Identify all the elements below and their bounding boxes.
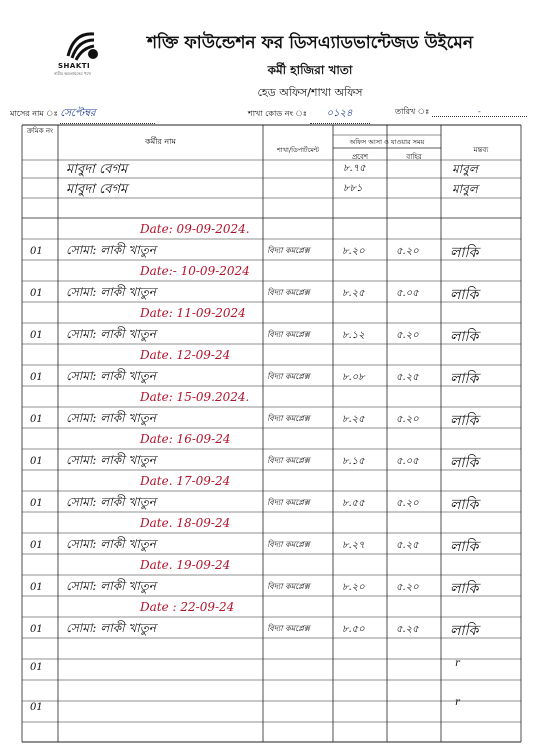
header-serial: ক্রমিক নং [26,127,54,135]
entry-name: সোমা: লাকী খাতুন [66,411,156,425]
entry-branch: বিদ্যা কমপ্লেক্স [267,456,310,465]
top-row-name: মাবুদা বেগম [66,182,128,197]
entry-serial: 01 [30,498,43,509]
entry-date: Date. 12-09-24 [140,348,231,362]
header-exit: বাহির [406,153,422,161]
bottom-row-serial: 01 [30,702,43,713]
branch-code-label: শাখা কোড নং ঃ [248,109,307,118]
entry-serial: 01 [30,372,43,383]
top-row-remarks: মাবুল [452,162,478,176]
branch-code-value: ০১২৪ [310,106,370,124]
entry-time-out: ৫.২০ [396,414,419,425]
entry-remarks: লাকি [450,329,479,345]
entry-name: সোমা: লাকী খাতুন [66,327,156,341]
top-row-name: মাবুদা বেগম [66,162,128,177]
entry-serial: 01 [30,540,43,551]
entry-time-out: ৫.২০ [396,498,419,509]
date-value: - [432,107,527,117]
logo-text: SHAKTI [58,62,91,70]
entry-time-in: ৮.১৫ [342,456,365,467]
entry-name: সোমা: লাকী খাতুন [66,537,156,551]
bottom-row-serial: 01 [30,662,43,673]
entry-name: সোমা: লাকী খাতুন [66,453,156,467]
entry-branch: বিদ্যা কমপ্লেক্স [267,498,310,507]
entry-remarks: লাকি [450,413,479,429]
entry-remarks: লাকি [450,539,479,555]
office-line: হেড অফিস/শাখা অফিস [257,86,363,99]
entry-remarks: লাকি [450,371,479,387]
entry-branch: বিদ্যা কমপ্লেক্স [267,582,310,591]
entry-branch: বিদ্যা কমপ্লেক্স [267,624,310,633]
entry-time-in: ৮.২৫ [342,288,365,299]
entry-remarks: লাকি [450,455,479,471]
entry-time-out: ৫.২৫ [396,540,419,551]
entry-name: সোমা: লাকী খাতুন [66,621,156,635]
entry-remarks: লাকি [450,287,479,303]
entry-serial: 01 [30,624,43,635]
top-row-entry: ৮৮১ [343,183,363,194]
entry-remarks: লাকি [450,623,479,639]
entry-name: সোমা: লাকী খাতুন [66,243,156,257]
entry-date: Date: 16-09-24 [140,432,231,446]
top-row-remarks: মাবুল [452,182,478,196]
entry-name: সোমা: লাকী খাতুন [66,285,156,299]
entry-date: Date: 09-09-2024. [140,222,250,236]
entry-remarks: লাকি [450,581,479,597]
organization-name: শক্তি ফাউন্ডেশন ফর ডিসএ্যাডভান্টেজড উইমেন [146,33,474,53]
entry-date: Date:- 10-09-2024 [140,264,250,278]
entry-time-in: ৮.০৮ [342,372,365,383]
entry-date: Date. 19-09-24 [140,558,231,572]
bottom-row-remarks: r [455,658,460,669]
entry-branch: বিদ্যা কমপ্লেক্স [267,540,310,549]
month-label: মাসের নাম ঃ [10,109,58,118]
entry-time-out: ৫.০৫ [396,456,419,467]
top-row-entry: ৮.৭৫ [343,163,366,174]
entry-branch: বিদ্যা কমপ্লেক্স [267,246,310,255]
month-value: সেপ্টেম্বর [60,106,155,124]
entry-date: Date. 18-09-24 [140,516,231,530]
entry-branch: বিদ্যা কমপ্লেক্স [267,330,310,339]
entry-time-out: ৫.২০ [396,246,419,257]
header-office-time: অফিস আসা ও যাওয়ার সময় [349,138,425,146]
header-name: কর্মীর নাম [145,137,176,146]
header-remarks: মন্তব্য [473,146,489,154]
entry-time-in: ৮.১২ [342,330,365,341]
entry-branch: বিদ্যা কমপ্লেক্স [267,372,310,381]
entry-remarks: লাকি [450,245,479,261]
entry-remarks: লাকি [450,497,479,513]
entry-serial: 01 [30,582,43,593]
entry-name: সোমা: লাকী খাতুন [66,369,156,383]
entry-time-out: ৫.২০ [396,582,419,593]
date-label: তারিখ ঃ [395,107,430,116]
entry-time-in: ৮.২৫ [342,414,365,425]
entry-time-in: ৮.২০ [342,582,365,593]
header-entry: প্রবেশ [351,153,369,161]
register-title: কর্মী হাজিরা খাতা [267,63,353,77]
entry-name: সোমা: লাকী খাতুন [66,579,156,593]
entry-serial: 01 [30,246,43,257]
entry-date: Date: 15-09.2024. [140,390,250,404]
entry-serial: 01 [30,456,43,467]
bottom-row-remarks: r [455,697,460,708]
entry-time-out: ৫.২০ [396,330,419,341]
entry-time-in: ৮.২৭ [342,540,365,551]
entry-date: Date. 17-09-24 [140,474,231,488]
entry-time-in: ৮.৫৫ [342,498,365,509]
entry-date: Date : 22-09-24 [140,600,235,614]
entry-date: Date: 11-09-2024 [140,306,246,320]
entry-time-in: ৮.২০ [342,246,365,257]
entry-time-out: ৫.২৫ [396,372,419,383]
entry-name: সোমা: লাকী খাতুন [66,495,156,509]
entry-serial: 01 [30,414,43,425]
entry-serial: 01 [30,288,43,299]
entry-serial: 01 [30,330,43,341]
header-branch: শাখা/ডিপার্টমেন্ট [277,146,319,154]
entry-time-out: ৫.২৫ [396,624,419,635]
entry-time-in: ৮.৫০ [342,624,365,635]
entry-branch: বিদ্যা কমপ্লেক্স [267,288,310,297]
entry-branch: বিদ্যা কমপ্লেক্স [267,414,310,423]
entry-time-out: ৫.০৫ [396,288,419,299]
logo-tagline: নারীর ক্ষমতায়নের পথে [54,71,91,76]
